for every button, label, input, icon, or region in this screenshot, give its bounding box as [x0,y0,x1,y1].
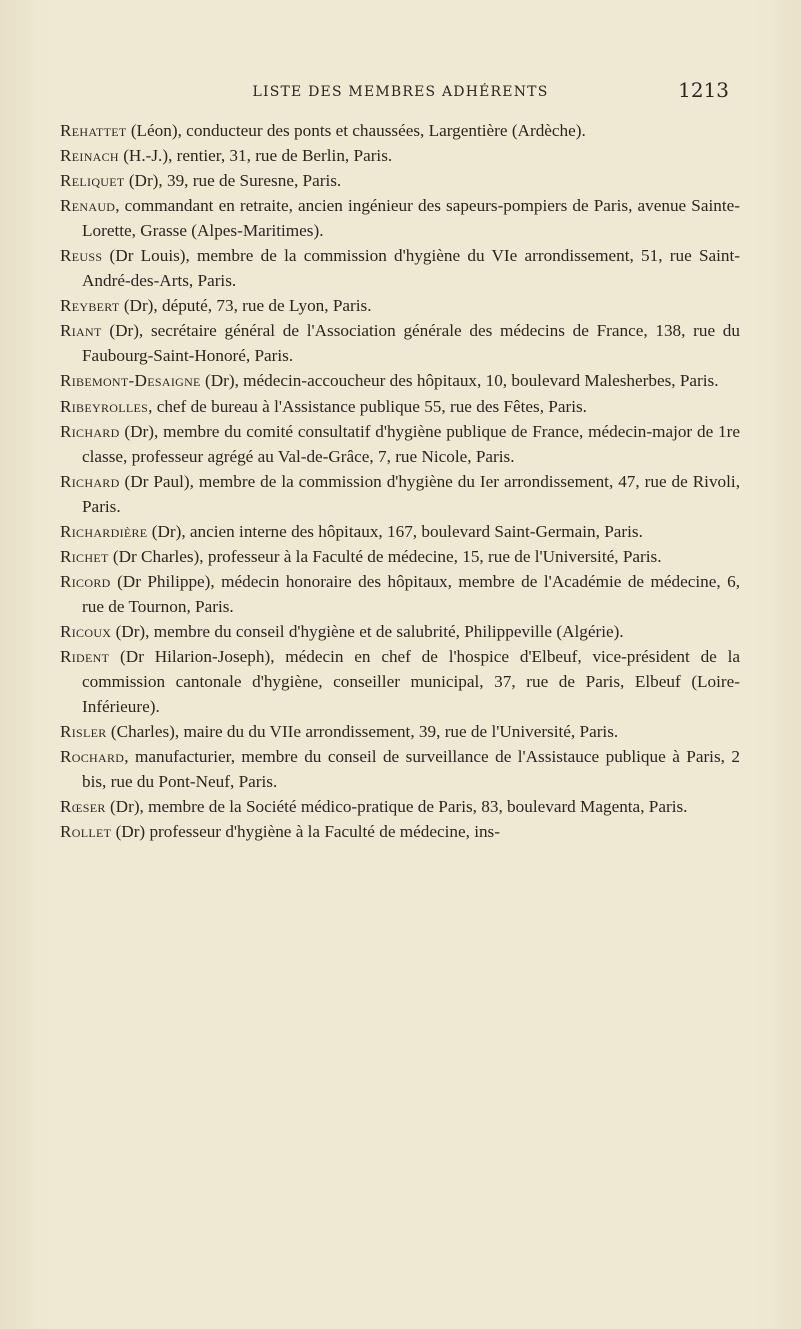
member-details: (Dr Hilarion-Joseph), médecin en chef de l'hospice d'Elbeuf, vice-président de la commission cantonale d'hygiène, conseiller municipal, 37, rue de Paris, Elbeuf (Loire-Inférieure). [82,646,740,717]
member-name: Richard [60,421,120,441]
member-name: Reliquet [60,171,125,191]
list-item [60,243,740,293]
member-details: (Dr), médecin-accoucheur des hôpitaux, 10, boulevard Malesherbes, Paris. [200,371,719,391]
list-item [60,143,740,168]
list-item [60,293,740,318]
member-details: (Charles), maire du du VIIe arrondissement, 39, rue de l'Université, Paris. [106,722,619,742]
member-details: (Dr), membre de la Société médico-pratique de Paris, 83, boulevard Magenta, Paris. [105,797,688,817]
member-name: Riant [60,321,102,341]
member-details: , commandant en retraite, ancien ingénieur des sapeurs-pompiers de Paris, avenue Sainte-Lorette, Grasse (Alpes-Maritimes). [82,196,740,241]
member-name: Reinach [60,146,119,166]
list-item [60,469,740,519]
list-item [60,544,740,569]
member-name: Richardière [60,521,148,541]
member-name: Rœser [60,797,106,817]
member-name: Ribemont-Desaigne [60,371,201,391]
member-name: Risler [60,722,107,742]
member-details: (Dr Charles), professeur à la Faculté de médecine, 15, rue de l'Université, Paris. [108,546,662,566]
member-details: (Dr), membre du conseil d'hygiène et de salubrité, Philippeville (Algérie). [111,621,624,641]
member-name: Ricoux [60,621,112,641]
page-number: 1213 [678,78,729,102]
member-details: (Dr Philippe), médecin honoraire des hôpitaux, membre de l'Académie de médecine, 6, rue de Tournon, Paris. [82,571,740,616]
member-details: (Dr), secrétaire général de l'Association générale des médecins de France, 138, rue du Faubourg-Saint-Honoré, Paris. [82,321,740,366]
list-item [60,394,740,419]
member-name: Rochard [60,747,125,767]
member-name: Richet [60,546,109,566]
member-name: Ricord [60,571,111,591]
member-details: (H.-J.), rentier, 31, rue de Berlin, Paris. [118,146,393,166]
member-name: Reuss [60,246,103,266]
member-details: (Dr Paul), membre de la commission d'hygiène du Ier arrondissement, 47, rue de Rivoli, Paris. [82,471,740,516]
running-header [60,78,741,108]
list-item [60,819,740,844]
list-item [60,719,740,744]
list-item [60,744,740,794]
member-details: , chef de bureau à l'Assistance publique 55, rue des Fêtes, Paris. [148,396,587,416]
list-item [60,419,740,469]
list-item [60,794,740,819]
list-item [60,193,740,243]
member-name: Richard [60,471,120,491]
member-details: (Léon), conducteur des ponts et chaussées, Largentière (Ardèche). [126,121,586,140]
list-item [60,168,740,193]
member-name: Rollet [60,822,112,842]
list-item [60,318,740,368]
member-name: Rehattet [60,121,127,140]
list-item [60,569,740,619]
member-details: (Dr), membre du comité consultatif d'hygiène publique de France, médecin-major de 1re classe, professeur agrégé au Val-de-Grâce, 7, rue Nicole, Paris. [82,421,740,466]
member-name: Rident [60,646,110,666]
member-details: , manufacturier, membre du conseil de surveillance de l'Assistauce publique à Paris, 2 bis, rue du Pont-Neuf, Paris. [82,747,740,792]
member-name: Reybert [60,296,120,316]
list-item [60,118,740,143]
list-item [60,619,740,644]
list-item [60,368,740,393]
member-details: (Dr), 39, rue de Suresne, Paris. [124,171,342,191]
member-name: Renaud [60,196,116,216]
member-details: (Dr), ancien interne des hôpitaux, 167, boulevard Saint-Germain, Paris. [147,521,643,541]
list-item [60,644,740,719]
member-list [60,118,740,844]
member-details: (Dr Louis), membre de la commission d'hygiène du VIe arrondissement, 51, rue Saint-André-des-Arts, Paris. [82,246,740,291]
list-item [60,519,740,544]
member-details: (Dr), député, 73, rue de Lyon, Paris. [119,296,372,316]
member-name: Ribeyrolles [60,396,149,416]
header-title: LISTE DES MEMBRES ADHÉRENTS [252,84,549,100]
member-details: (Dr) professeur d'hygiène à la Faculté de médecine, ins- [111,822,500,842]
